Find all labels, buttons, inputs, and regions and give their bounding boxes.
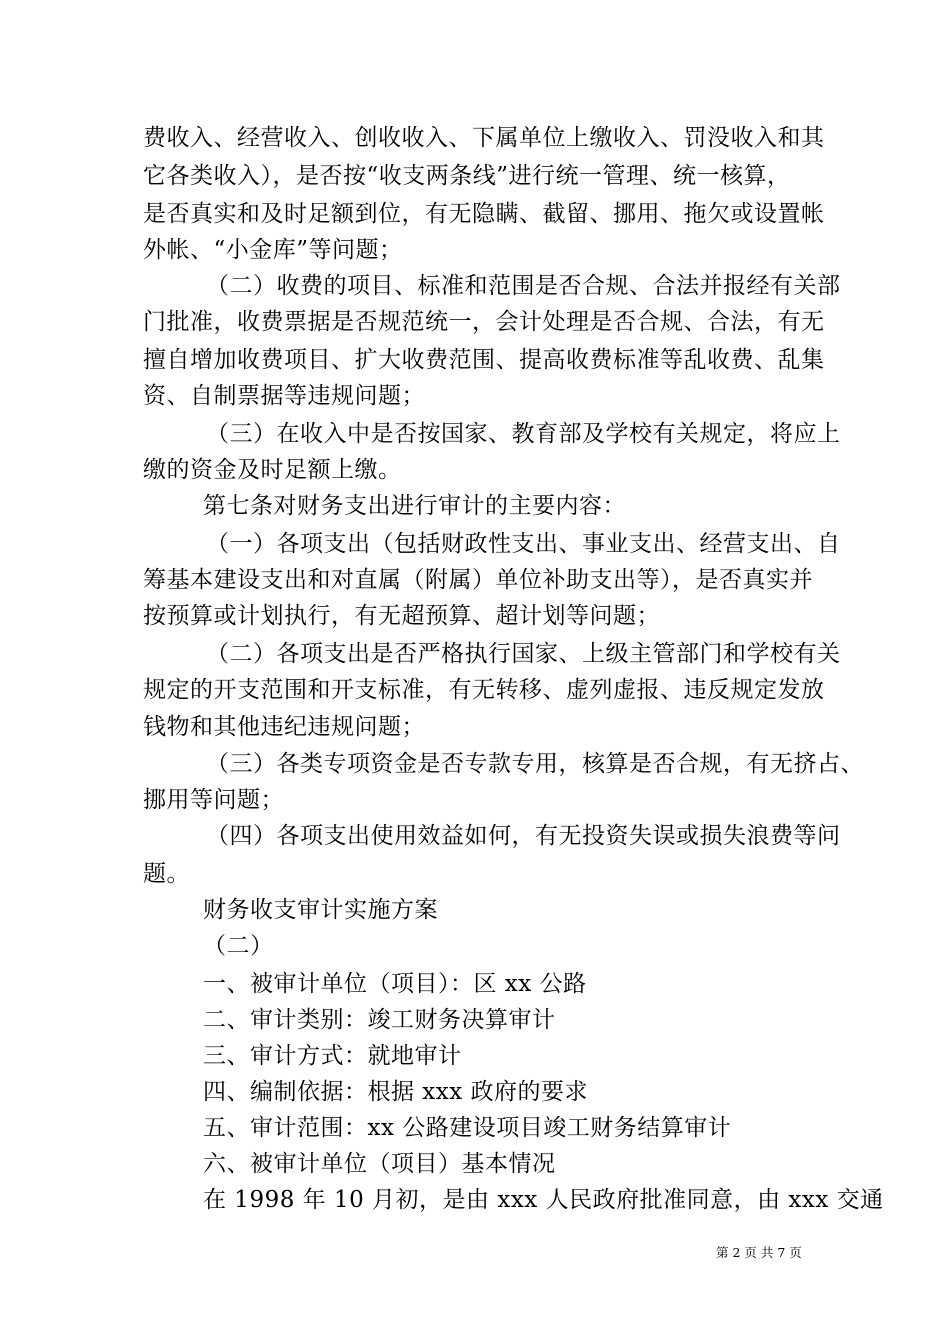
text-line: （二）各项支出是否严格执行国家、上级主管部门和学校有关 xyxy=(206,641,841,667)
text-line: 资、自制票据等违规问题； xyxy=(143,383,425,409)
text-line: 一、被审计单位（项目）：区 xx 公路 xyxy=(203,971,587,997)
text-line: 六、被审计单位（项目）基本情况 xyxy=(203,1151,556,1177)
text-line: 四、编制依据：根据 xxx 政府的要求 xyxy=(203,1079,589,1105)
section-title: 财务收支审计实施方案 xyxy=(203,897,438,923)
text-line: （二） xyxy=(203,933,274,959)
text-line: 按预算或计划执行，有无超预算、超计划等问题； xyxy=(143,603,660,629)
text-line: 费收入、经营收入、创收收入、下属单位上缴收入、罚没收入和其 xyxy=(143,125,825,151)
text-line: 题。 xyxy=(143,861,190,887)
text-line: 它各类收入），是否按“收支两条线”进行统一管理、统一核算， xyxy=(143,163,791,189)
page-number: 第 2 页 共 7 页 xyxy=(716,1245,802,1260)
text-line: 五、审计范围：xx 公路建设项目竣工财务结算审计 xyxy=(203,1115,732,1141)
text-line: （四）各项支出使用效益如何，有无投资失误或损失浪费等问 xyxy=(206,823,841,849)
text-line: （二）收费的项目、标准和范围是否合规、合法并报经有关部 xyxy=(206,273,841,299)
text-line: 外帐、“小金库”等问题； xyxy=(143,237,403,263)
text-line: （三）各类专项资金是否专款专用，核算是否合规，有无挤占、 xyxy=(206,751,864,777)
text-line: 筹基本建设支出和对直属（附属）单位补助支出等），是否真实并 xyxy=(143,567,813,593)
text-line: 挪用等问题； xyxy=(143,787,284,813)
text-line: 门批准，收费票据是否规范统一，会计处理是否合规、合法，有无 xyxy=(143,309,825,335)
text-line: 是否真实和及时足额到位，有无隐瞒、截留、挪用、拖欠或设置帐 xyxy=(143,201,825,227)
text-line: 三、审计方式：就地审计 xyxy=(203,1043,462,1069)
text-line: 规定的开支范围和开支标准，有无转移、虚列虚报、违反规定发放 xyxy=(143,677,825,703)
text-line: 第七条对财务支出进行审计的主要内容： xyxy=(203,493,626,519)
text-line: （一）各项支出（包括财政性支出、事业支出、经营支出、自 xyxy=(206,531,841,557)
text-line: （三）在收入中是否按国家、教育部及学校有关规定，将应上 xyxy=(206,421,841,447)
text-line: 缴的资金及时足额上缴。 xyxy=(143,457,402,483)
text-line: 二、审计类别：竣工财务决算审计 xyxy=(203,1007,556,1033)
text-line: 在 1998 年 10 月初，是由 xxx 人民政府批准同意，由 xxx 交通 xyxy=(203,1187,884,1213)
text-line: 钱物和其他违纪违规问题； xyxy=(143,714,425,740)
text-line: 擅自增加收费项目、扩大收费范围、提高收费标准等乱收费、乱集 xyxy=(143,347,825,373)
